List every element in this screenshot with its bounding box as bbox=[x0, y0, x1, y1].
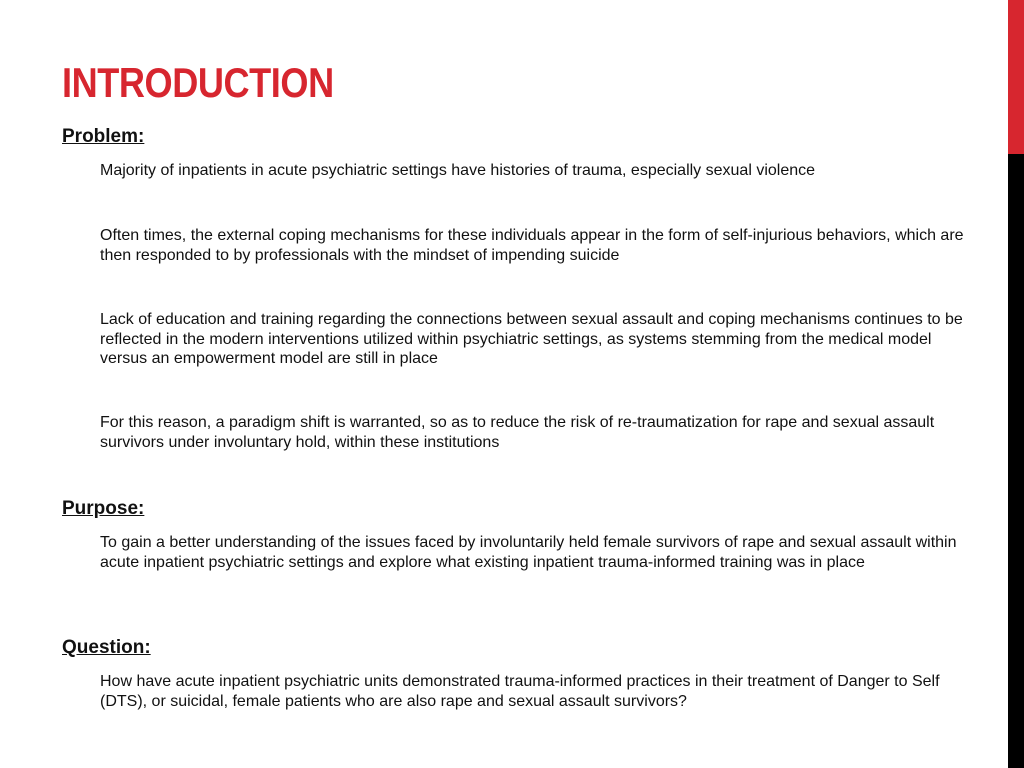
question-heading: Question: bbox=[62, 637, 151, 658]
problem-paragraph-2: Often times, the external coping mechanisms for these individuals appear in the form of self-injurious behaviors, which are then responded to by professionals with the mindset of impending suicide bbox=[100, 227, 964, 264]
purpose-heading: Purpose: bbox=[62, 498, 145, 519]
slide-title: INTRODUCTION bbox=[62, 59, 334, 106]
problem-paragraph-1: Majority of inpatients in acute psychiatric settings have histories of trauma, especially sexual violence bbox=[100, 162, 816, 179]
accent-bar-black bbox=[1008, 154, 1024, 768]
problem-heading: Problem: bbox=[62, 126, 145, 147]
problem-paragraph-3: Lack of education and training regarding the connections between sexual assault and coping mechanisms continues to be reflected in the modern interventions utilized within psychiatric settings, as systems stemming from the medical model versus an empowerment model are still in place bbox=[100, 311, 963, 367]
purpose-paragraph-1: To gain a better understanding of the issues faced by involuntarily held female survivors of rape and sexual assault within acute inpatient psychiatric settings and explore what existing inpatient trauma-informed training was in place bbox=[100, 534, 957, 571]
problem-paragraph-4: For this reason, a paradigm shift is warranted, so as to reduce the risk of re-traumatization for rape and sexual assault survivors under involuntary hold, within these institutions bbox=[100, 414, 935, 451]
question-paragraph-1: How have acute inpatient psychiatric units demonstrated trauma-informed practices in their treatment of Danger to Self (DTS), or suicidal, female patients who are also rape and sexual assault survivors? bbox=[100, 673, 940, 710]
accent-bar-red bbox=[1008, 0, 1024, 154]
